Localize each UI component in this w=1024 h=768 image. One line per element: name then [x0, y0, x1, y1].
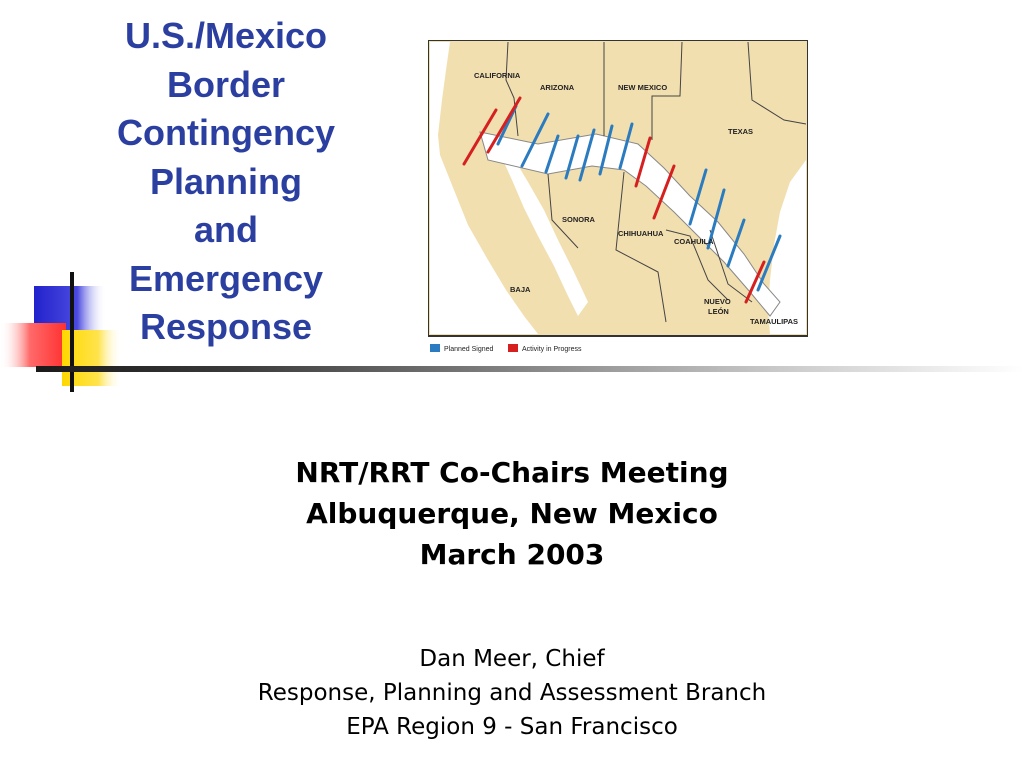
meeting-date: March 2003: [419, 538, 605, 571]
label-sonora: SONORA: [562, 215, 595, 224]
title-line: Contingency: [116, 112, 335, 153]
title-line: Border: [166, 63, 286, 105]
meeting-name: NRT/RRT Co-Chairs Meeting: [295, 456, 729, 489]
title-line: and: [193, 209, 258, 250]
title-line: U.S./Mexico: [124, 15, 328, 56]
red-square: [0, 323, 66, 367]
presenter-name: Dan Meer, Chief: [419, 646, 605, 672]
label-texas: TEXAS: [728, 127, 754, 136]
presenter-branch: Response, Planning and Assessment Branch: [257, 680, 767, 706]
vertical-line: [70, 272, 74, 392]
meeting-location: Albuquerque, New Mexico: [306, 497, 718, 530]
legend-progress-swatch: [508, 344, 518, 352]
label-arizona: ARIZONA: [540, 83, 575, 92]
legend-planned-label: Planned Signed: [444, 346, 494, 353]
presenter-region: EPA Region 9 - San Francisco: [346, 714, 678, 740]
label-california: CALIFORNIA: [474, 71, 521, 80]
title-line: Response: [139, 306, 313, 347]
title-line: Emergency: [128, 257, 324, 299]
label-new-mexico: NEW MEXICO: [618, 83, 668, 92]
label-leon: LEÓN: [708, 307, 729, 316]
legend-planned-swatch: [430, 344, 440, 352]
label-coahuila: COAHUILA: [674, 237, 714, 246]
border-map: [428, 40, 808, 362]
title-line: Planning: [150, 160, 302, 202]
label-nuevo: NUEVO: [704, 297, 731, 306]
meeting-info: [200, 452, 824, 575]
label-chihuahua: CHIHUAHUA: [618, 229, 664, 238]
label-baja: BAJA: [510, 285, 531, 294]
legend-progress-label: Activity in Progress: [522, 346, 582, 353]
decorative-squares: [0, 268, 140, 392]
label-tamaulipas: TAMAULIPAS: [750, 317, 799, 326]
horizontal-rule: [36, 366, 1024, 372]
presenter-info: [150, 642, 874, 744]
